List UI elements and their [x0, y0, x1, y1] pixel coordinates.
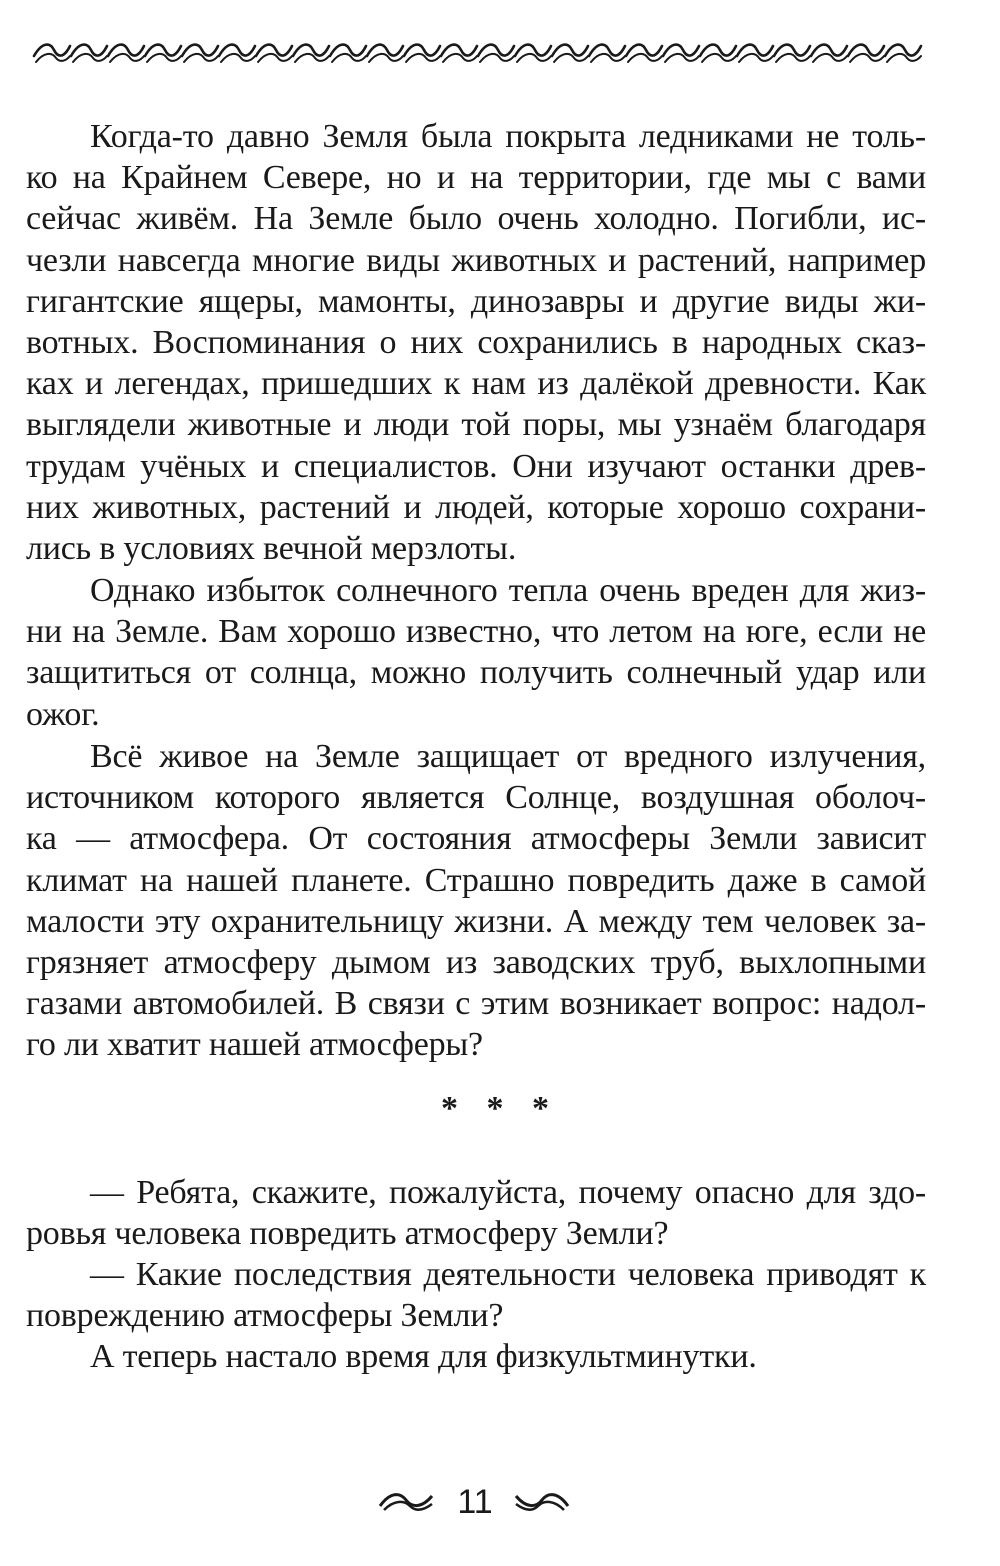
question-consequences [26, 1254, 926, 1336]
text-line: ка — атмосфера. От состояния атмосферы Земли зависит [26, 820, 926, 858]
text-line: защититься от солнца, можно получить солнечный удар или [26, 654, 926, 692]
paragraph-atmosphere [26, 736, 926, 1066]
text-line: ровья человека повредить атмосферу Земли? [26, 1215, 669, 1253]
text-line: ко на Крайнем Севере, но и на территории, где мы с вами [26, 159, 926, 197]
top-wave-ornament [30, 36, 925, 66]
text-line: сейчас живём. На Земле было очень холодно. Погибли, ис- [26, 200, 926, 238]
text-line: ках и легендах, пришедших к нам из далёкой древности. Как [26, 365, 926, 403]
text-line: А теперь настало время для физкультминутки. [90, 1338, 757, 1375]
page-number: 11 [457, 1483, 493, 1521]
text-line: чезли навсегда многие виды животных и растений, например [26, 241, 926, 279]
text-line: го ли хватит нашей атмосферы? [26, 1026, 483, 1064]
closing-line [26, 1336, 926, 1377]
left-swirl-ornament-icon [376, 1488, 436, 1514]
text-line: грязняет атмосферу дымом из заводских труб, выхлопными [26, 944, 926, 982]
paragraph-glaciers [26, 116, 926, 569]
text-line: Всё живое на Земле защищает от вредного излучения, [90, 738, 926, 775]
right-swirl-ornament-icon [512, 1488, 572, 1514]
page-footer [0, 1480, 1000, 1530]
text-line: них животных, растений и людей, которые хорошо сохрани- [26, 488, 926, 526]
text-line: Однако избыток солнечного тепла очень вреден для жиз- [90, 572, 926, 609]
text-line: выглядели животные и люди той поры, мы узнаём благодаря [26, 406, 926, 444]
text-line: ожог. [26, 695, 100, 733]
text-line: малости эту охранительницу жизни. А между тем человек за- [26, 902, 926, 940]
section-separator: * * * [441, 1090, 559, 1127]
question-health [26, 1172, 926, 1254]
text-line: источником которого является Солнце, воздушная оболоч- [26, 779, 926, 817]
text-line: газами автомобилей. В связи с этим возникает вопрос: надол- [26, 985, 926, 1023]
text-line: Когда-то давно Земля была покрыта ледниками не толь- [90, 118, 926, 155]
text-line: — Ребята, скажите, пожалуйста, почему опасно для здо- [90, 1174, 926, 1211]
paragraph-solar-heat [26, 570, 926, 735]
text-line: повреждению атмосферы Земли? [26, 1297, 504, 1335]
text-line: гигантские ящеры, мамонты, динозавры и другие виды жи- [26, 282, 926, 320]
text-line: вотных. Воспоминания о них сохранились в народных сказ- [26, 324, 926, 362]
text-line: лись в условиях вечной мерзлоты. [26, 530, 517, 568]
text-line: климат на нашей планете. Страшно повредить даже в самой [26, 861, 926, 899]
text-line: — Какие последствия деятельности человека приводят к [90, 1256, 926, 1293]
text-line: трудам учёных и специалистов. Они изучают останки древ- [26, 447, 926, 485]
text-line: ни на Земле. Вам хорошо известно, что летом на юге, если не [26, 613, 926, 651]
